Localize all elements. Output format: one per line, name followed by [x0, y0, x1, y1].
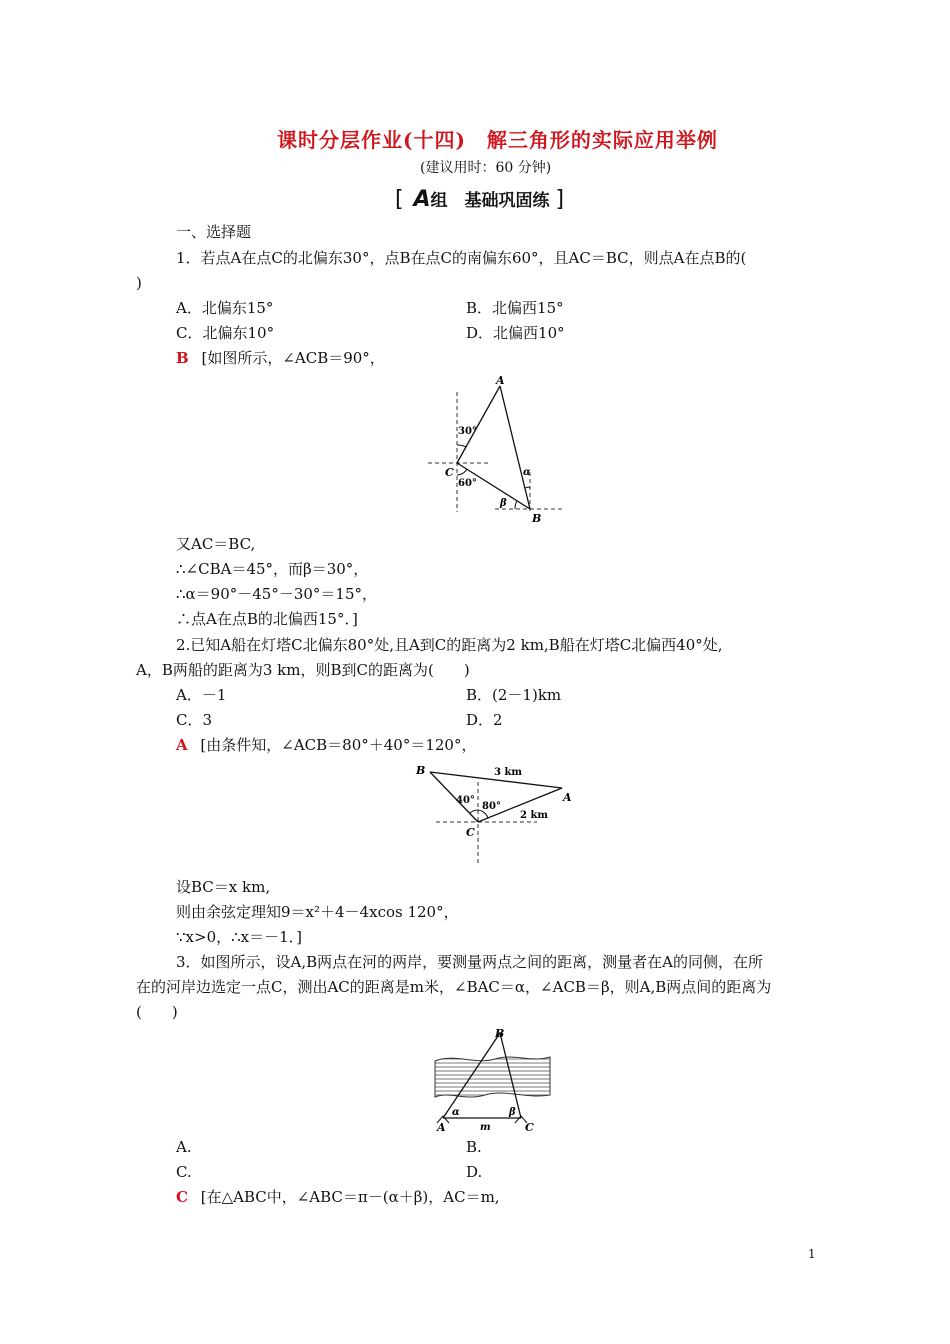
- q3-label-b: B: [495, 1027, 505, 1040]
- q2-stem-line2: A，B两船的距离为3 km，则B到C的距离为( ): [136, 661, 470, 679]
- q1-side-ca: [457, 386, 500, 463]
- q2-arc-40: [470, 810, 478, 813]
- q3-option-c: C.: [176, 1163, 192, 1181]
- group-label: 组 基础巩固练: [430, 191, 550, 211]
- q1-label-60: 60°: [458, 478, 477, 489]
- q3-solution-text: [在△ABC中，∠ABC＝π－(α＋β)，AC＝m,: [200, 1188, 500, 1206]
- q2-solution-line2: 设BC＝x km,: [176, 878, 271, 896]
- q1-label-alpha: α: [523, 467, 531, 478]
- q3-stem-line1: 3．如图所示，设A,B两点在河的两岸，要测量两点之间的距离，测量者在A的同侧，在所: [176, 953, 764, 971]
- q1-label-beta: β: [500, 498, 507, 509]
- q1-answer: B: [176, 349, 189, 367]
- q2-solution-line3: 则由余弦定理知9＝x²＋4－4xcos 120°，: [176, 903, 459, 921]
- q2-answer: A: [176, 736, 188, 754]
- q1-option-d: D．北偏西10°: [466, 324, 565, 342]
- q1-solution-line4: ∴α＝90°－45°－30°＝15°，: [176, 585, 378, 603]
- q3-option-a: A.: [176, 1138, 192, 1156]
- group-heading: [395, 186, 564, 212]
- time-note: (建议用时：60 分钟): [420, 160, 552, 176]
- q1-solution-line2: 又AC＝BC,: [176, 535, 256, 553]
- q3-label-alpha: α: [452, 1107, 460, 1118]
- q1-option-a: A．北偏东15°: [176, 299, 274, 317]
- q1-label-c: C: [445, 466, 454, 479]
- q1-stem-line2: ): [136, 274, 142, 292]
- q1-option-b: B．北偏西15°: [466, 299, 564, 317]
- q1-stem-line1: 1．若点A在点C的北偏东30°，点B在点C的南偏东60°，且AC＝BC，则点A在点B的(: [176, 249, 747, 267]
- q2-label-80: 80°: [482, 801, 501, 812]
- q2-label-2km: 2 km: [520, 810, 548, 821]
- q3-answer: C: [176, 1188, 188, 1206]
- q3-label-c: C: [525, 1121, 534, 1131]
- q1-label-a: A: [496, 374, 505, 387]
- q2-option-a: A．－1: [176, 686, 227, 704]
- q3-option-b: B.: [466, 1138, 482, 1156]
- q2-label-3km: 3 km: [494, 767, 522, 778]
- q2-solution-text: [由条件知，∠ACB＝80°＋40°＝120°，: [200, 736, 477, 754]
- q3-option-d: D.: [466, 1163, 483, 1181]
- q1-solution-line5: ∴点A在点B的北偏西15°．]: [176, 610, 358, 628]
- q2-option-c: C．3: [176, 711, 213, 729]
- page-number: 1: [808, 1247, 816, 1261]
- q3-label-a: A: [437, 1121, 446, 1131]
- q1-solution-line1: [176, 348, 385, 368]
- page-title: 课时分层作业(十四) 解三角形的实际应用举例: [277, 128, 718, 152]
- q3-stem-line3: ( ): [136, 1003, 178, 1021]
- q2-label-a: A: [563, 791, 572, 804]
- group-bracket-close: ]: [555, 187, 565, 212]
- group-letter: A: [413, 187, 431, 212]
- section-label: 一、选择题: [176, 223, 252, 241]
- q2-stem-line1: 2.已知A船在灯塔C北偏东80°处,且A到C的距离为2 km,B船在灯塔C北偏西40°处,: [176, 636, 723, 654]
- q2-option-b: B．(2－1)km: [466, 686, 562, 704]
- q2-label-40: 40°: [456, 795, 475, 806]
- q1-label-b: B: [532, 512, 542, 525]
- q2-label-c: C: [466, 826, 475, 839]
- q2-option-d: D．2: [466, 711, 503, 729]
- q1-figure: [420, 372, 570, 526]
- group-bracket-open: [: [395, 187, 404, 212]
- q2-figure: [412, 760, 582, 868]
- q2-solution-line1: [176, 735, 476, 755]
- q3-label-m: m: [480, 1122, 491, 1131]
- q2-solution-line4: ∵x>0，∴x＝－1．]: [176, 928, 303, 946]
- q3-stem-line2: 在的河岸边选定一点C，测出AC的距离是m米，∠BAC＝α，∠ACB＝β，则A,B两点间的距离为: [136, 978, 772, 996]
- q1-arc-30: [457, 445, 466, 447]
- q1-label-30: 30°: [458, 426, 477, 437]
- q1-solution-line3: ∴∠CBA＝45°，而β＝30°，: [176, 560, 369, 578]
- q3-solution-line1: [176, 1187, 500, 1207]
- q2-label-b: B: [416, 764, 426, 777]
- q3-river: [435, 1057, 550, 1097]
- q1-option-c: C．北偏东10°: [176, 324, 275, 342]
- q1-solution-text: [如图所示，∠ACB＝90°，: [201, 349, 385, 367]
- q3-label-beta: β: [509, 1107, 516, 1118]
- q1-arc-60: [457, 469, 467, 475]
- q1-arc-alpha: [525, 487, 530, 488]
- q1-side-ab: [500, 386, 530, 509]
- q1-arc-beta: [515, 501, 517, 509]
- q3-figure: [425, 1025, 555, 1131]
